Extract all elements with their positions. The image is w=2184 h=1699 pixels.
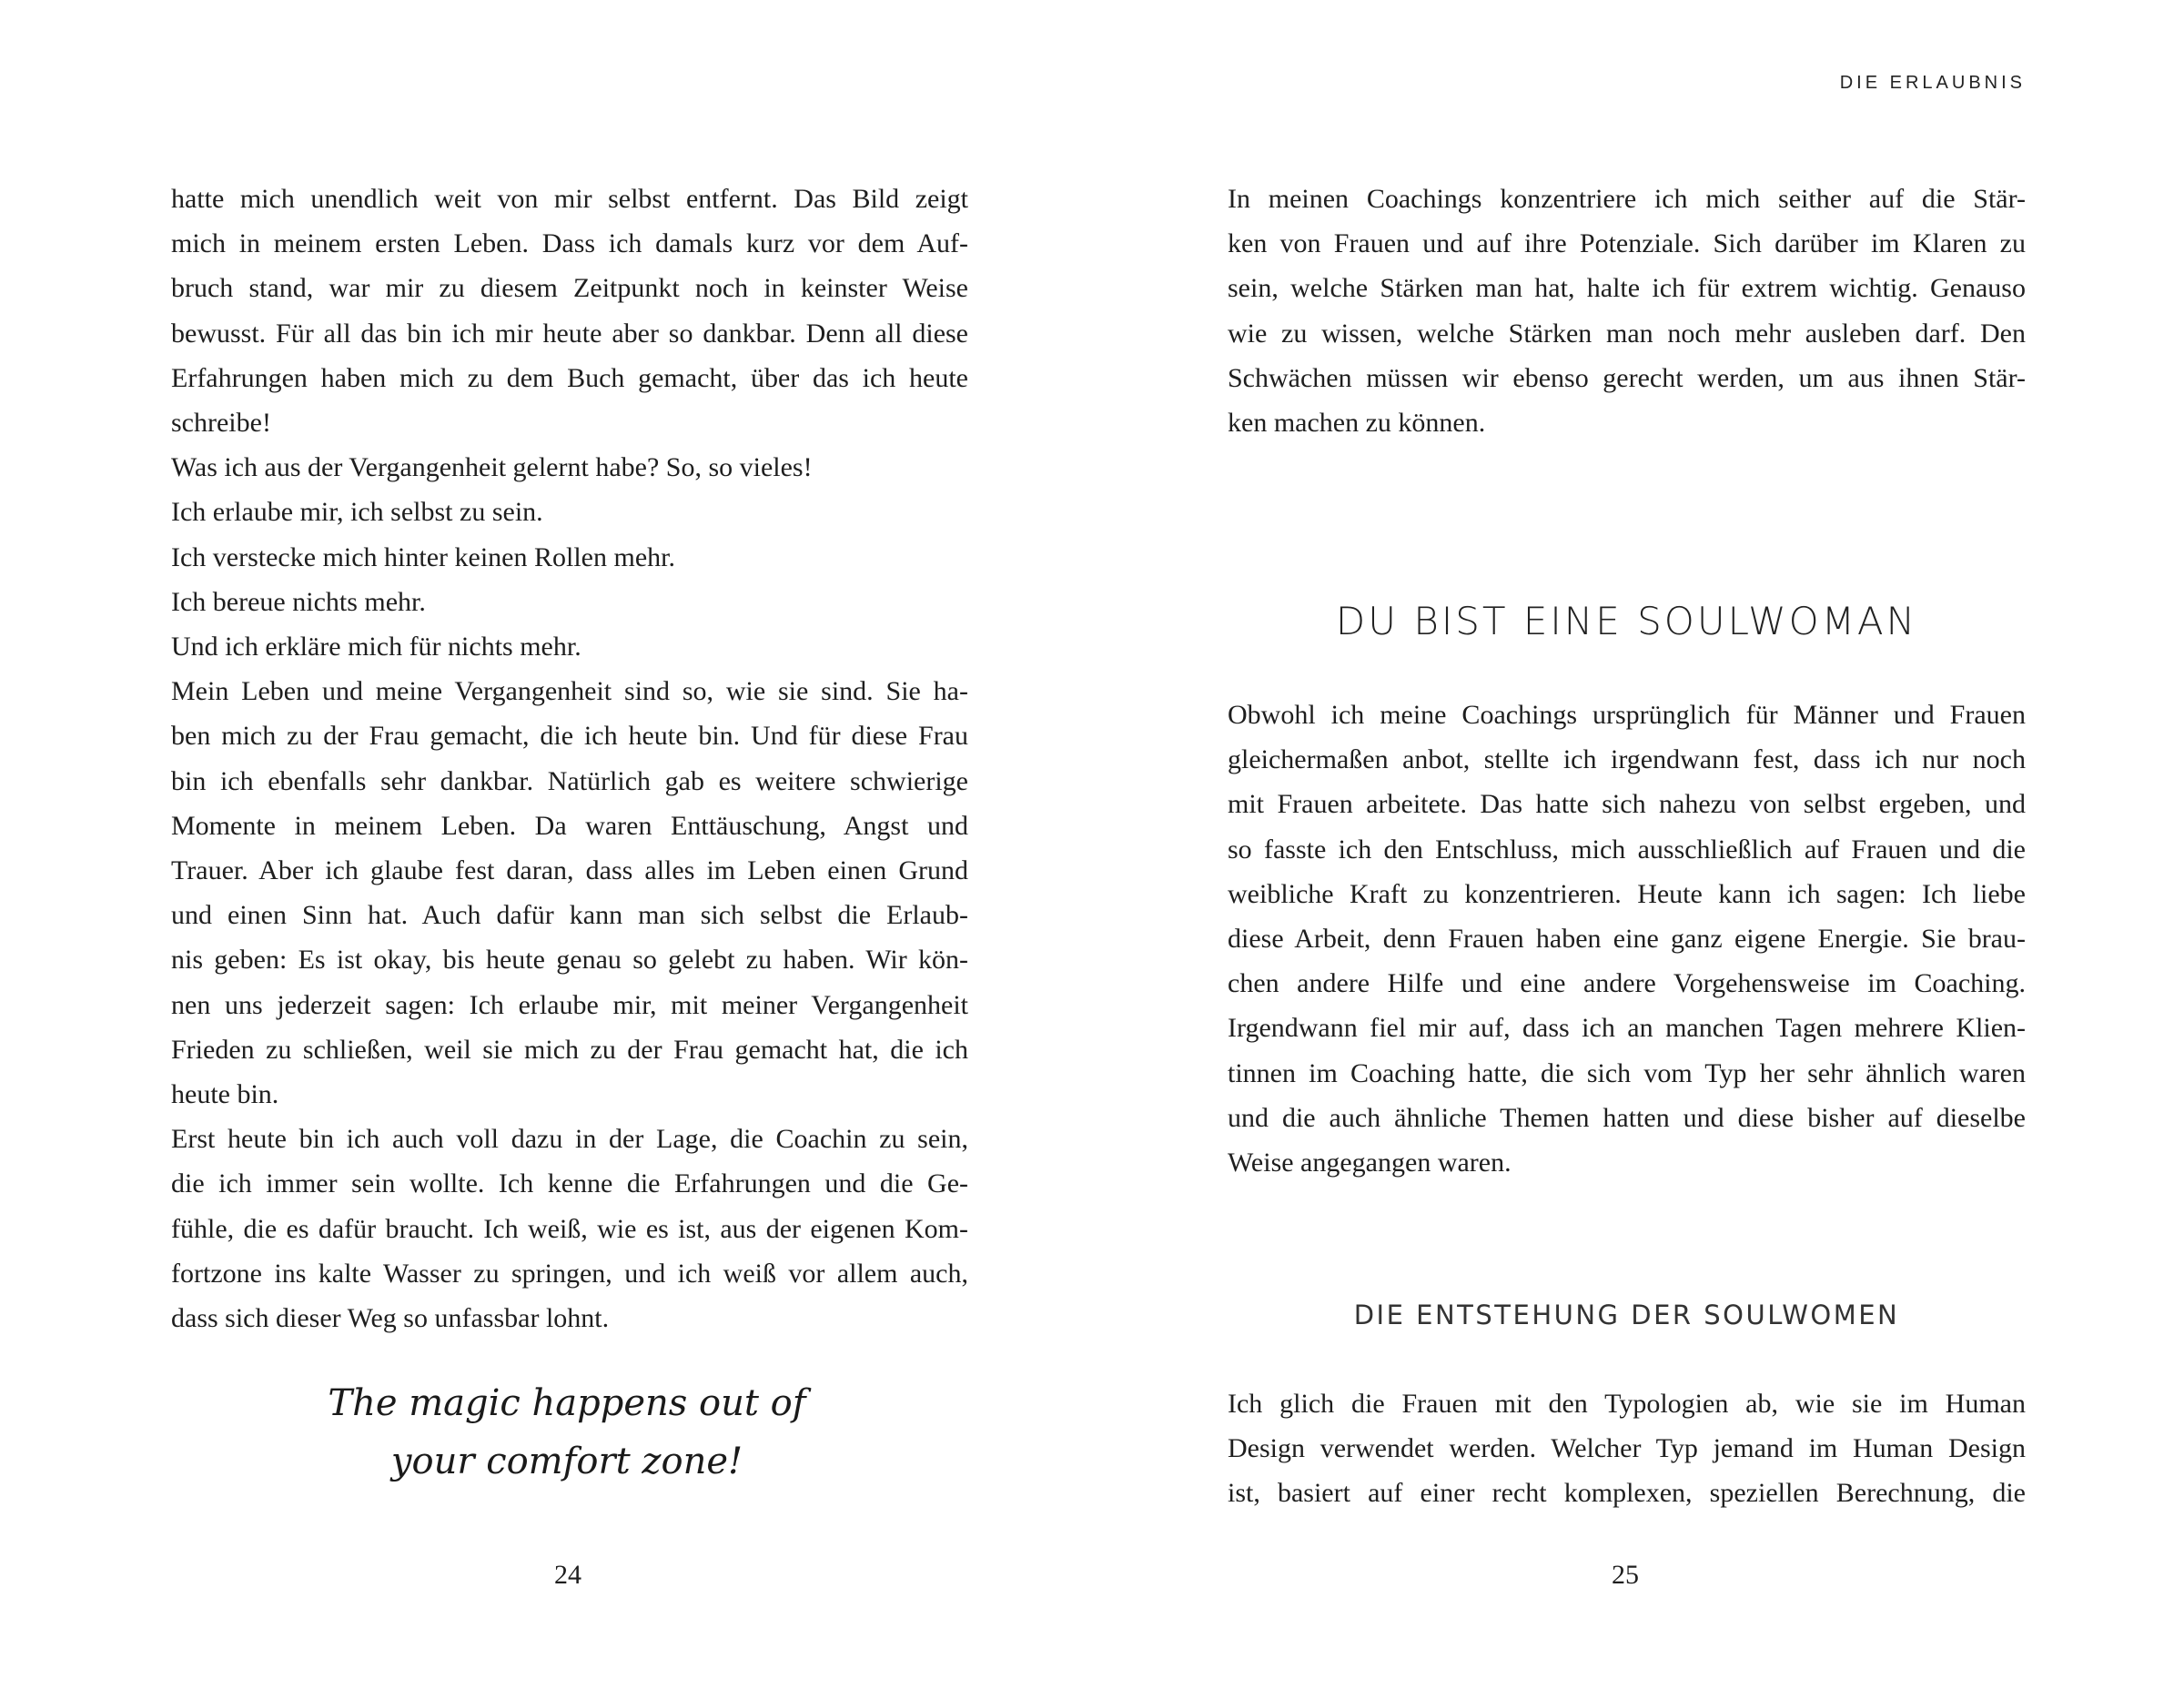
- text-line: diese Arbeit, denn Frauen haben eine ganz eigene Energie. Sie brau-: [1228, 924, 2026, 955]
- text-line: Irgendwann fiel mir auf, dass ich an manchen Tagen mehrere Klien-: [1228, 1013, 2026, 1044]
- text-line: In meinen Coachings konzentriere ich mich seither auf die Stär-: [1228, 184, 2026, 214]
- text-line: die ich immer sein wollte. Ich kenne die Erfahrungen und die Ge-: [171, 1168, 968, 1199]
- text-line: tinnen im Coaching hatte, die sich vom Typ her sehr ähnlich waren: [1228, 1057, 2026, 1088]
- text-line: Momente in meinem Leben. Da waren Enttäuschung, Angst und: [171, 810, 968, 841]
- quote-line: your comfort zone!: [390, 1441, 743, 1482]
- text-line: fühle, die es dafür braucht. Ich weiß, wie es ist, aus der eigenen Kom-: [171, 1213, 968, 1244]
- text-line: heute bin.: [171, 1079, 279, 1110]
- quote-line: The magic happens out of: [328, 1382, 806, 1424]
- text-line: gleichermaßen anbot, stellte ich irgendwann fest, dass ich nur noch: [1228, 744, 2026, 775]
- text-line: bewusst. Für all das bin ich mir heute aber so dankbar. Denn all diese: [171, 318, 968, 349]
- text-line: Und ich erkläre mich für nichts mehr.: [171, 632, 581, 662]
- text-line: ken von Frauen und auf ihre Potenziale. Sich darüber im Klaren zu: [1228, 228, 2026, 259]
- text-line: und die auch ähnliche Themen hatten und diese bisher auf dieselbe: [1228, 1102, 2026, 1133]
- text-line: nis geben: Es ist okay, bis heute genau so gelebt zu haben. Wir kön-: [171, 945, 968, 976]
- text-line: dass sich dieser Weg so unfassbar lohnt.: [171, 1303, 610, 1334]
- text-line: Design verwendet werden. Welcher Typ jemand im Human Design: [1228, 1433, 2026, 1464]
- page-number-right: 25: [1612, 1560, 1639, 1590]
- text-line: Was ich aus der Vergangenheit gelernt habe? So, so vieles!: [171, 452, 813, 483]
- text-line: chen andere Hilfe und eine andere Vorgehensweise im Coaching.: [1228, 968, 2026, 999]
- handwritten-quote: [237, 1374, 897, 1491]
- text-line: Ich verstecke mich hinter keinen Rollen mehr.: [171, 541, 675, 572]
- text-line: so fasste ich den Entschluss, mich ausschließlich auf Frauen und die: [1228, 834, 2026, 865]
- text-line: Weise angegangen waren.: [1228, 1148, 1512, 1178]
- left-page-body: [171, 177, 968, 1340]
- text-line: ben mich zu der Frau gemacht, die ich heute bin. Und für diese Frau: [171, 721, 968, 752]
- subsection-heading: DIE ENTSTEHUNG DER SOULWOMEN: [1353, 1300, 1900, 1330]
- text-line: weibliche Kraft zu konzentrieren. Heute kann ich sagen: Ich liebe: [1228, 878, 2026, 909]
- text-line: bruch stand, war mir zu diesem Zeitpunkt noch in keinster Weise: [171, 273, 968, 304]
- text-line: Frieden zu schließen, weil sie mich zu der Frau gemacht hat, die ich: [171, 1034, 968, 1065]
- text-line: sein, welche Stärken man hat, halte ich für extrem wichtig. Genauso: [1228, 273, 2026, 304]
- right-page-subsection: [1228, 1381, 2026, 1516]
- text-line: nen uns jederzeit sagen: Ich erlaube mir, mit meiner Vergangenheit: [171, 989, 968, 1020]
- text-line: Trauer. Aber ich glaube fest daran, dass alles im Leben einen Grund: [171, 855, 968, 886]
- right-page-section: [1228, 693, 2026, 1185]
- page-number-left: 24: [554, 1560, 581, 1590]
- right-page-intro: [1228, 177, 2026, 445]
- text-line: Ich bereue nichts mehr.: [171, 586, 426, 617]
- running-header: DIE ERLAUBNIS: [1839, 73, 2026, 93]
- text-line: Schwächen müssen wir ebenso gerecht werden, um aus ihnen Stär-: [1228, 362, 2026, 393]
- text-line: ist, basiert auf einer recht komplexen, speziellen Berechnung, die: [1228, 1478, 2026, 1509]
- text-line: Erfahrungen haben mich zu dem Buch gemacht, über das ich heute: [171, 362, 968, 393]
- text-line: Obwohl ich meine Coachings ursprünglich für Männer und Frauen: [1228, 700, 2026, 730]
- text-line: mich in meinem ersten Leben. Dass ich damals kurz vor dem Auf-: [171, 228, 968, 259]
- text-line: und einen Sinn hat. Auch dafür kann man sich selbst die Erlaub-: [171, 900, 968, 931]
- text-line: mit Frauen arbeitete. Das hatte sich nahezu von selbst ergeben, und: [1228, 789, 2026, 820]
- text-line: Ich erlaube mir, ich selbst zu sein.: [171, 497, 543, 528]
- text-line: wie zu wissen, welche Stärken man noch mehr ausleben darf. Den: [1228, 318, 2026, 349]
- text-line: fortzone ins kalte Wasser zu springen, und ich weiß vor allem auch,: [171, 1258, 968, 1289]
- text-line: Erst heute bin ich auch voll dazu in der Lage, die Coachin zu sein,: [171, 1124, 968, 1155]
- text-line: ken machen zu können.: [1228, 408, 1486, 439]
- text-line: Ich glich die Frauen mit den Typologien ab, wie sie im Human: [1228, 1389, 2026, 1419]
- section-heading: DU BIST EINE SOULWOMAN: [1335, 599, 1918, 643]
- text-line: schreibe!: [171, 408, 271, 439]
- text-line: bin ich ebenfalls sehr dankbar. Natürlich gab es weitere schwierige: [171, 765, 968, 796]
- text-line: Mein Leben und meine Vergangenheit sind so, wie sie sind. Sie ha-: [171, 676, 968, 707]
- text-line: hatte mich unendlich weit von mir selbst entfernt. Das Bild zeigt: [171, 184, 968, 214]
